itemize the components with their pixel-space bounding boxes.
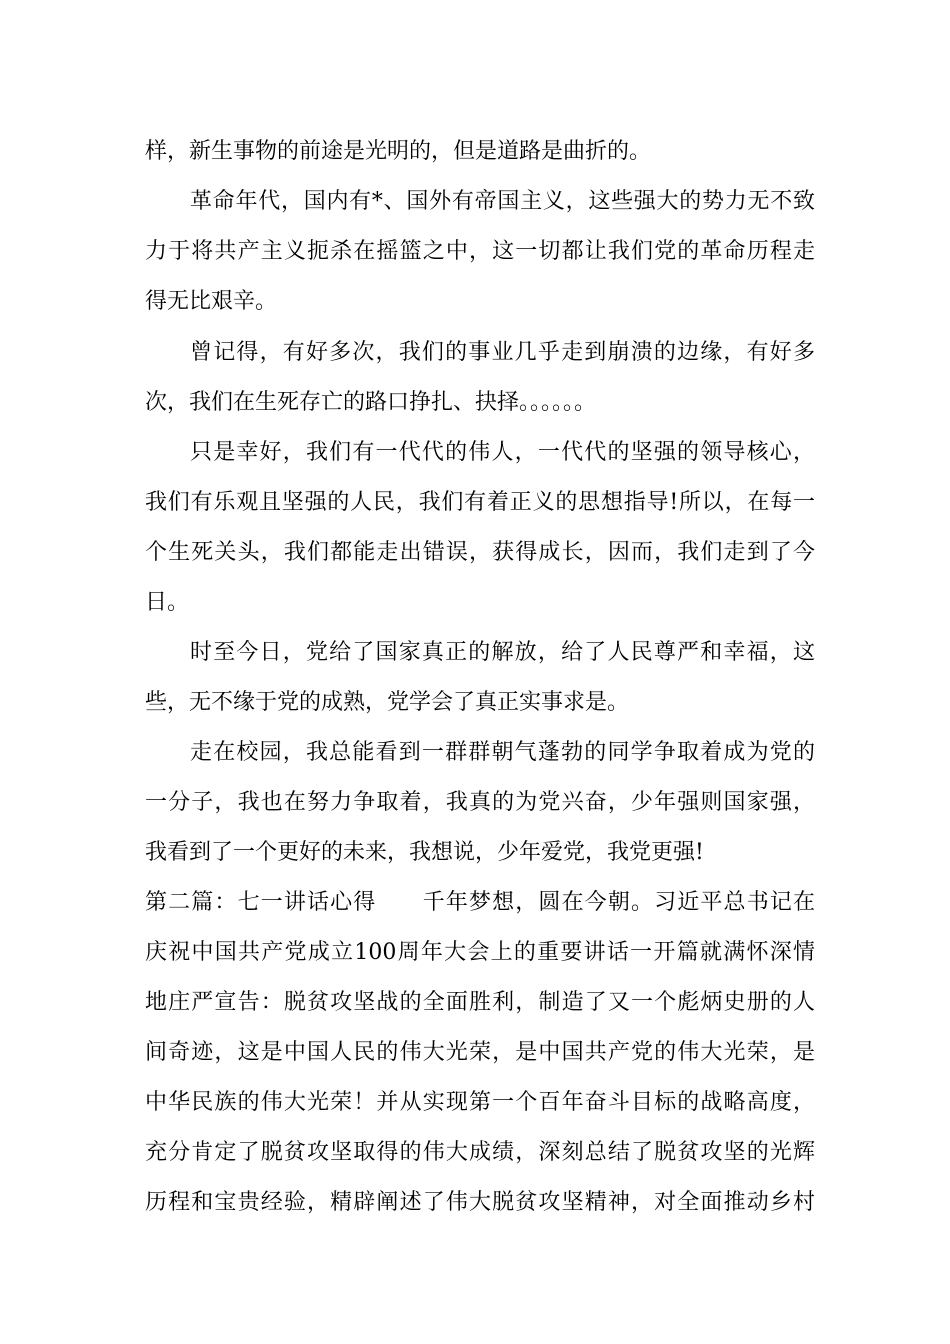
text-line: 个生死关头，我们都能走出错误，获得成长，因而，我们走到了今 — [145, 540, 815, 565]
section-heading-line: 第二篇：七一讲话心得 千年梦想，圆在今朝。习近平总书记在 — [145, 890, 815, 915]
paragraph-first-line: 只是幸好，我们有一代代的伟人，一代代的坚强的领导核心， — [190, 440, 815, 465]
text-line: 些，无不缘于党的成熟，党学会了真正实事求是。 — [145, 690, 630, 715]
paragraph-first-line: 革命年代，国内有*、国外有帝国主义，这些强大的势力无不致 — [190, 189, 815, 214]
text-line: 我看到了一个更好的未来，我想说，少年爱党，我党更强! — [145, 840, 704, 865]
text-line: 得无比艰辛。 — [145, 289, 278, 314]
paragraph-first-line: 时至今日，党给了国家真正的解放，给了人民尊严和幸福，这 — [190, 640, 815, 665]
text-line: 充分肯定了脱贫攻坚取得的伟大成绩，深刻总结了脱贫攻坚的光辉 — [145, 1140, 815, 1165]
text-line: 日。 — [145, 590, 190, 615]
text-line: 样，新生事物的前途是光明的，但是道路是曲折的。 — [145, 139, 652, 164]
text-line: 一分子，我也在努力争取着，我真的为党兴奋，少年强则国家强， — [145, 790, 815, 815]
text-line: 庆祝中国共产党成立100周年大会上的重要讲话一开篇就满怀深情 — [145, 940, 815, 965]
text-line: 力于将共产主义扼杀在摇篮之中，这一切都让我们党的革命历程走 — [145, 239, 815, 264]
text-line: 间奇迹，这是中国人民的伟大光荣，是中国共产党的伟大光荣，是 — [145, 1040, 815, 1065]
text-line: 次，我们在生死存亡的路口挣扎、抉择。。。。。。 — [145, 390, 597, 415]
text-line: 中华民族的伟大光荣！并从实现第一个百年奋斗目标的战略高度， — [145, 1090, 815, 1115]
paragraph-first-line: 曾记得，有好多次，我们的事业几乎走到崩溃的边缘，有好多 — [190, 340, 815, 365]
text-line: 地庄严宣告：脱贫攻坚战的全面胜利，制造了又一个彪炳史册的人 — [145, 990, 815, 1015]
text-line: 我们有乐观且坚强的人民，我们有着正义的思想指导!所以，在每一 — [145, 490, 815, 515]
paragraph-first-line: 走在校园，我总能看到一群群朝气蓬勃的同学争取着成为党的 — [190, 740, 815, 765]
text-line: 历程和宝贵经验，精辟阐述了伟大脱贫攻坚精神，对全面推动乡村 — [145, 1190, 815, 1215]
